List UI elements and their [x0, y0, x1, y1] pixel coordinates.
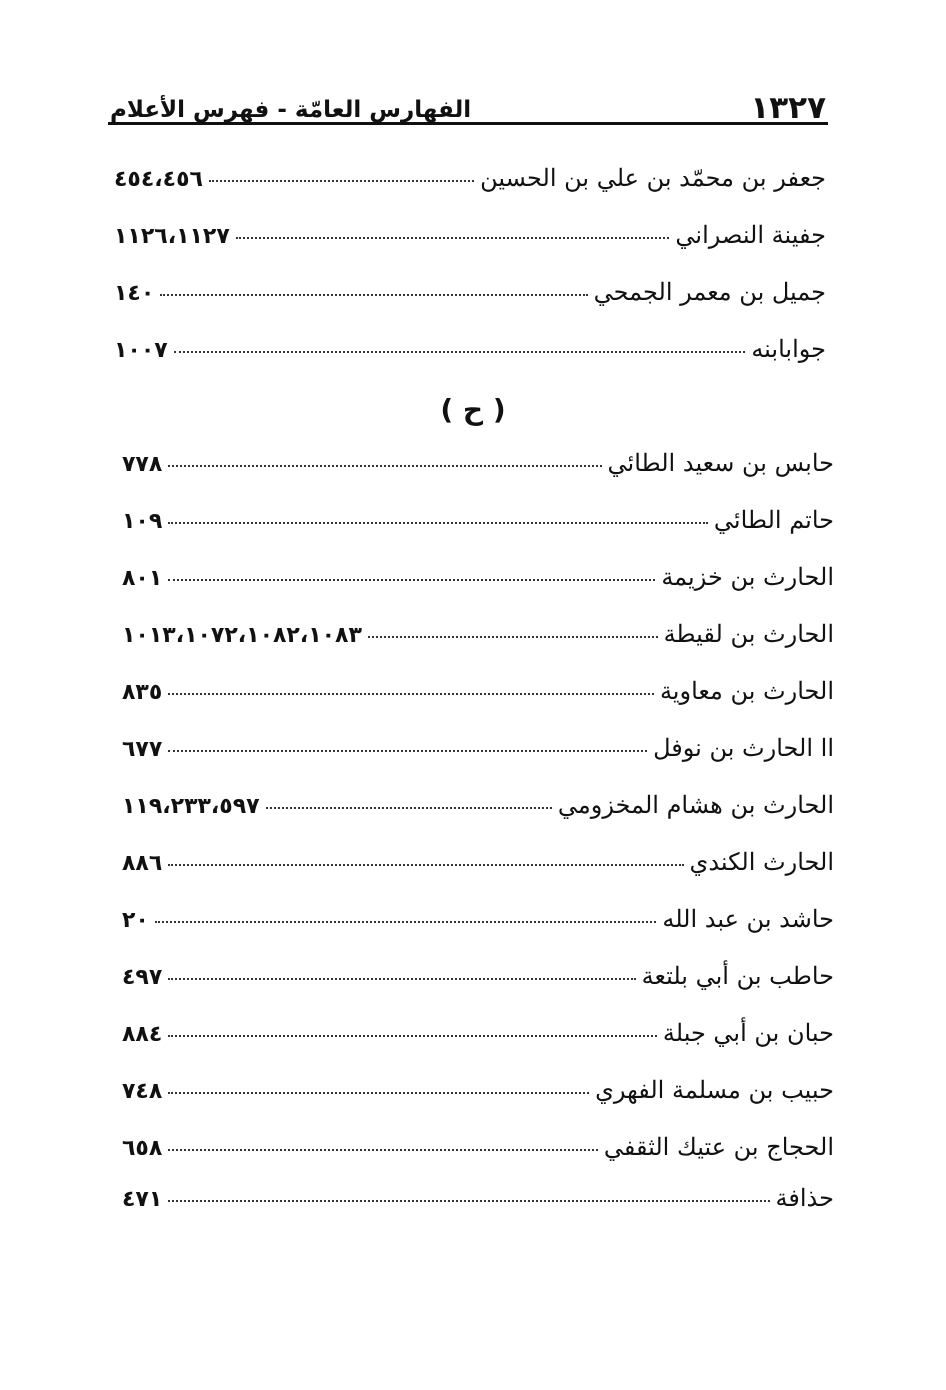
entry-pages: ١١٢٦،١١٢٧	[114, 224, 230, 249]
dot-leader	[236, 237, 670, 239]
entry-name: الحجاج بن عتيك الثقفي	[603, 1133, 834, 1161]
entry-name: اا الحارث بن نوفل	[653, 734, 834, 762]
dot-leader	[368, 636, 658, 638]
entry-name: حذافة	[775, 1184, 834, 1212]
index-entry	[122, 899, 834, 939]
index-entry	[122, 500, 834, 540]
entry-pages: ١٠٩	[122, 509, 163, 534]
dot-leader	[168, 693, 654, 695]
entry-pages: ٤٥٤،٤٥٦	[114, 167, 203, 192]
entry-pages: ٤٩٧	[122, 965, 163, 990]
index-entry	[122, 1013, 834, 1053]
entry-name: جعفر بن محمّد بن علي بن الحسين	[480, 164, 826, 192]
entry-name: حبان بن أبي جبلة	[662, 1019, 834, 1047]
entry-pages: ٢٠	[122, 908, 149, 933]
entry-pages: ٤٧١	[122, 1187, 163, 1212]
index-entry	[122, 728, 834, 768]
entry-pages: ٨٣٥	[122, 680, 163, 705]
entry-name: حبيب بن مسلمة الفهري	[595, 1076, 834, 1104]
entry-pages: ١١٩،٢٣٣،٥٩٧	[122, 794, 260, 819]
entry-name: جوابابنه	[751, 335, 826, 363]
page-header	[110, 84, 826, 126]
dot-leader	[168, 579, 655, 581]
entry-name: الحارث بن معاوية	[659, 677, 834, 705]
entry-pages: ٨٨٤	[122, 1022, 163, 1047]
dot-leader	[174, 351, 746, 353]
dot-leader	[168, 1092, 589, 1094]
entry-name: جميل بن معمر الجمحي	[593, 278, 826, 306]
index-entry	[122, 785, 834, 825]
index-entry	[122, 1127, 834, 1167]
header-rule	[108, 122, 828, 125]
index-entry	[122, 671, 834, 711]
entry-pages: ٨٠١	[122, 566, 163, 591]
dot-leader	[155, 921, 656, 923]
index-entry	[122, 956, 834, 996]
dot-leader	[168, 978, 635, 980]
dot-leader	[266, 807, 552, 809]
index-entry	[122, 842, 834, 882]
entry-name: الحارث بن لقيطة	[663, 620, 834, 648]
page-number: ١٣٢٧	[750, 90, 826, 126]
dot-leader	[168, 465, 601, 467]
entry-pages: ٦٥٨	[122, 1136, 163, 1161]
index-entry	[122, 1070, 834, 1110]
entry-pages: ٨٨٦	[122, 851, 163, 876]
index-entry	[122, 557, 834, 597]
dot-leader	[168, 1035, 657, 1037]
entry-pages: ٧٤٨	[122, 1079, 163, 1104]
entry-name: الحارث الكندي	[689, 848, 834, 876]
index-entry	[122, 614, 834, 654]
entry-name: الحارث بن خزيمة	[661, 563, 834, 591]
dot-leader	[160, 294, 587, 296]
dot-leader	[209, 180, 474, 182]
entry-name: حاشد بن عبد الله	[662, 905, 834, 933]
index-entry	[122, 1178, 834, 1218]
entry-pages: ٧٧٨	[122, 452, 163, 477]
running-title: الفهارس العامّة - فهرس الأعلام	[110, 97, 472, 123]
index-entry	[114, 272, 826, 312]
index-entry	[114, 158, 826, 198]
dot-leader	[168, 864, 683, 866]
dot-leader	[168, 522, 708, 524]
section-heading-ha: ( ح )	[440, 393, 506, 426]
entry-name: حابس بن سعيد الطائي	[607, 449, 834, 477]
entry-name: حاتم الطائي	[713, 506, 834, 534]
entry-pages: ١٠١٣،١٠٧٢،١٠٨٢،١٠٨٣	[122, 623, 362, 648]
index-entry	[122, 443, 834, 483]
entry-pages: ١٤٠	[114, 281, 155, 306]
index-entry	[114, 215, 826, 255]
dot-leader	[168, 750, 647, 752]
entry-pages: ١٠٠٧	[114, 338, 168, 363]
dot-leader	[168, 1149, 598, 1151]
dot-leader	[168, 1200, 769, 1202]
index-entry	[114, 329, 826, 369]
entry-name: الحارث بن هشام المخزومي	[557, 791, 834, 819]
entry-pages: ٦٧٧	[122, 737, 163, 762]
entry-name: جفينة النصراني	[675, 221, 826, 249]
entry-name: حاطب بن أبي بلتعة	[641, 962, 834, 990]
